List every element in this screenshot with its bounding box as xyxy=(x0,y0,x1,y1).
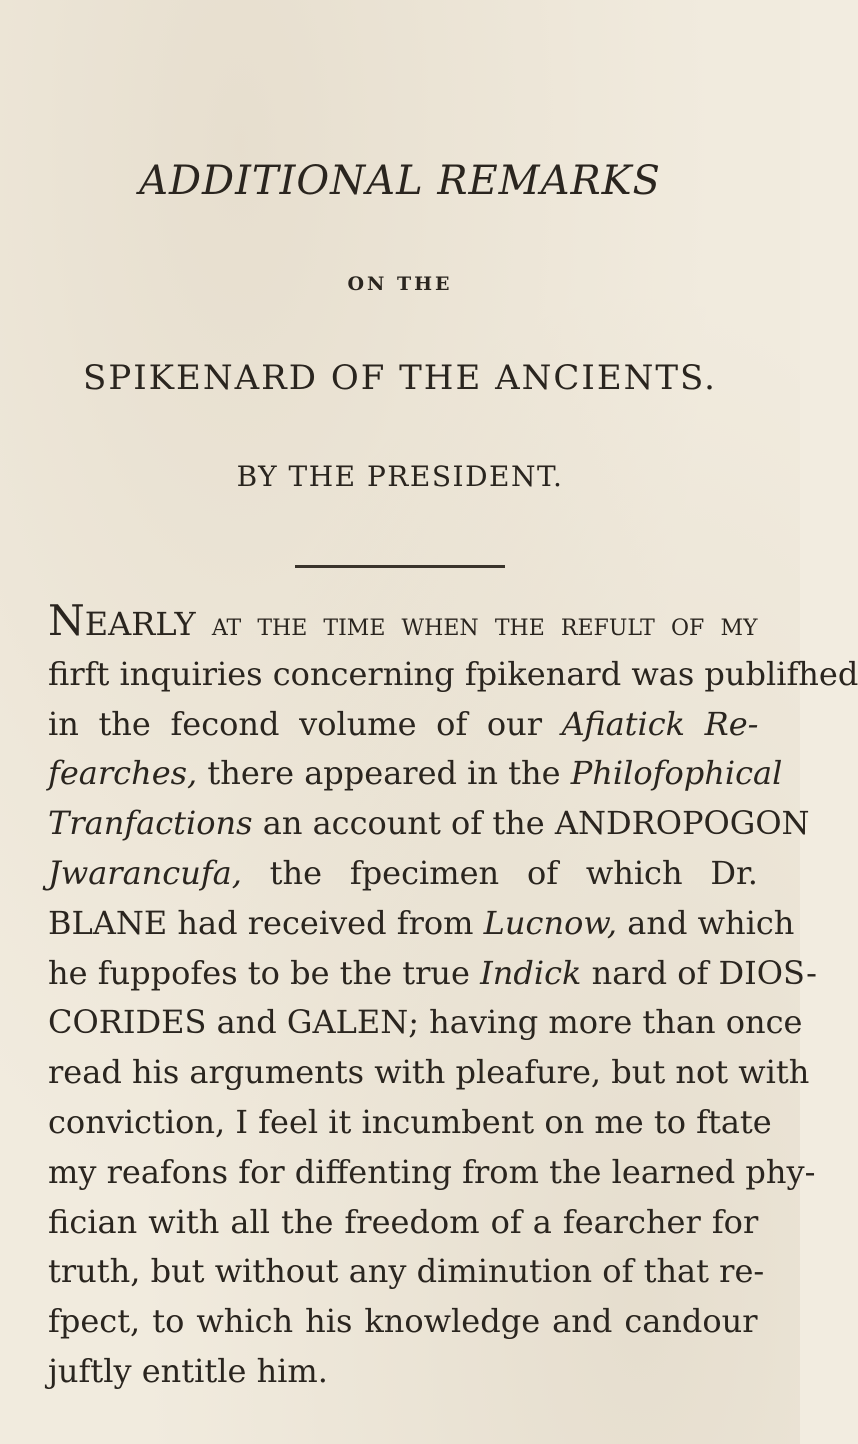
text-segment: and xyxy=(206,1003,287,1042)
text-line xyxy=(48,1297,758,1347)
text-segment: my reafons for diffenting from the learned phy- xyxy=(48,1152,816,1191)
text-segment: ; having more than once xyxy=(408,1003,803,1042)
text-segment: fearches, xyxy=(48,754,198,793)
text-segment: an account of the xyxy=(252,804,555,843)
text-segment: fpect, to which his knowledge and candour xyxy=(48,1302,758,1341)
page-title: ADDITIONAL REMARKS xyxy=(139,158,661,204)
text-segment: truth, but without any diminution of that re- xyxy=(48,1252,765,1291)
text-segment: Afiatick Re- xyxy=(561,704,759,743)
text-line xyxy=(48,650,858,700)
text-segment: read his arguments with pleafure, but not with xyxy=(48,1053,810,1092)
page-subtitle: SPIKENARD OF THE ANCIENTS. xyxy=(83,358,717,398)
text-segment: he fuppofes to be the true xyxy=(48,953,481,992)
text-segment: EARLY at the time when the refult of my xyxy=(84,605,758,643)
text-segment: Tranfactions xyxy=(48,804,253,843)
text-line xyxy=(48,899,795,949)
text-line xyxy=(48,1247,765,1297)
title-connector: ON THE xyxy=(347,273,453,295)
text-segment: in the fecond volume of our xyxy=(48,704,562,743)
text-line xyxy=(48,1098,772,1148)
byline: BY THE PRESIDENT. xyxy=(236,460,564,493)
text-segment: fician with all the freedom of a fearcher for xyxy=(48,1202,759,1241)
text-segment: Jwarancufa, xyxy=(48,853,242,892)
text-segment: ANDROPOGON xyxy=(554,804,810,843)
text-line xyxy=(48,1148,816,1198)
text-line xyxy=(48,1347,758,1397)
text-line xyxy=(48,700,758,750)
text-line xyxy=(48,949,817,999)
text-segment: the fpecimen of which Dr. xyxy=(241,853,758,892)
text-segment: Indick xyxy=(480,953,582,992)
text-segment: there appeared in the xyxy=(197,754,571,793)
text-segment: and which xyxy=(617,903,795,942)
text-segment: Philofophical xyxy=(570,754,783,793)
text-segment: CORIDES xyxy=(48,1003,207,1042)
text-segment: GALEN xyxy=(286,1003,409,1042)
text-line xyxy=(48,596,758,650)
text-segment: BLANE xyxy=(48,903,168,942)
text-line xyxy=(48,998,803,1048)
text-segment: nard of xyxy=(581,953,719,992)
text-segment: Lucnow, xyxy=(483,903,618,942)
text-segment: conviction, I feel it incumbent on me to ftate xyxy=(48,1102,772,1141)
text-line xyxy=(48,849,758,899)
text-line xyxy=(48,1048,810,1098)
section-rule xyxy=(295,565,505,568)
text-line xyxy=(48,1198,758,1248)
text-line xyxy=(48,799,810,849)
text-line xyxy=(48,749,783,799)
body-paragraph xyxy=(48,596,858,1397)
text-segment: DIOS- xyxy=(718,953,817,992)
text-segment: had received from xyxy=(167,903,484,942)
initial-letter: N xyxy=(48,596,85,645)
text-segment: juftly entitle him. xyxy=(48,1351,328,1390)
text-segment: firft inquiries concerning fpikenard was publifhed xyxy=(48,654,858,693)
